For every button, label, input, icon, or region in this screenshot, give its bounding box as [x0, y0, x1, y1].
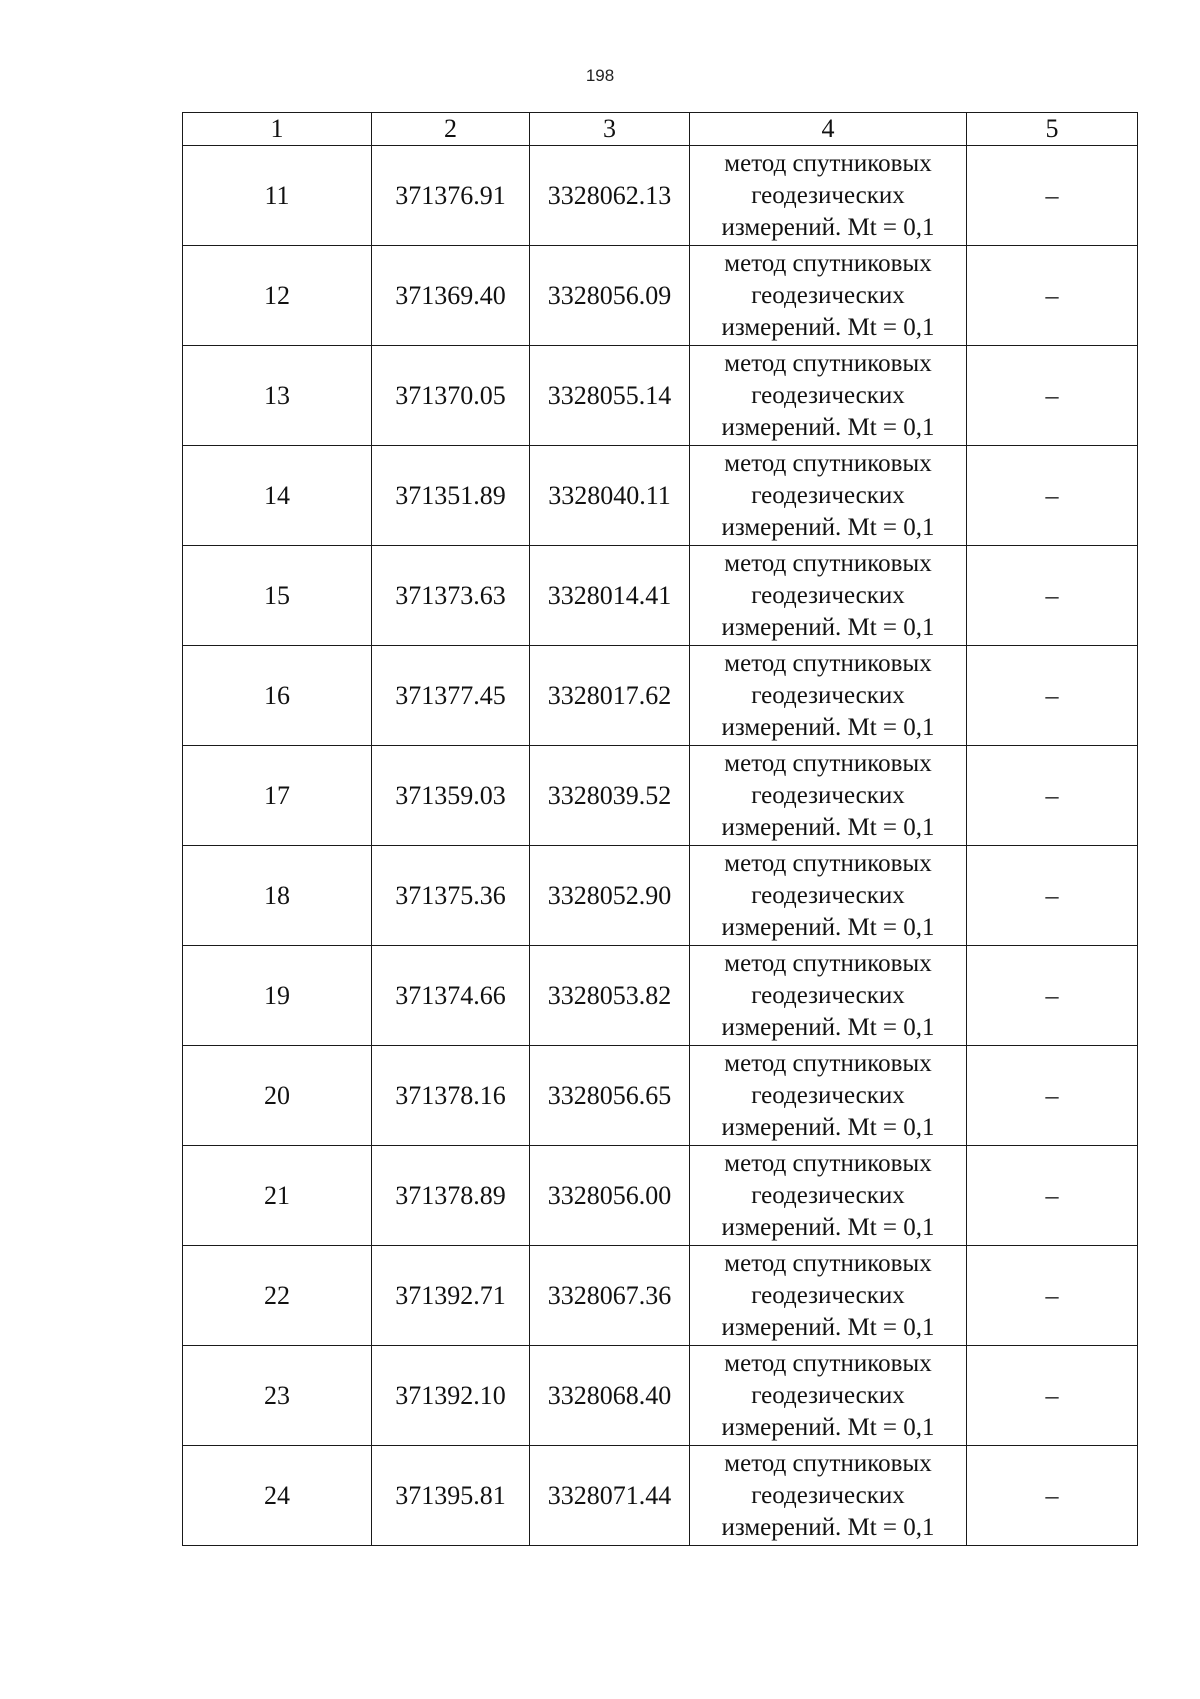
y-coordinate-cell: 3328067.36: [530, 1246, 690, 1346]
method-line: метод спутниковых: [724, 549, 932, 577]
method-cell: [690, 846, 967, 946]
method-cell: [690, 1046, 967, 1146]
note-dash: –: [1045, 880, 1059, 910]
table-row: [183, 546, 1138, 646]
method-line: геодезических: [751, 1381, 905, 1409]
point-number-cell: 20: [183, 1046, 372, 1146]
point-number-cell: 11: [183, 146, 372, 246]
method-line: геодезических: [751, 981, 905, 1009]
point-number-cell: 22: [183, 1246, 372, 1346]
method-cell: [690, 146, 967, 246]
column-header-5: 5: [967, 113, 1138, 146]
method-line: геодезических: [751, 1081, 905, 1109]
method-line: метод спутниковых: [724, 1149, 932, 1177]
coordinates-table: [182, 112, 1138, 1546]
method-line: геодезических: [751, 381, 905, 409]
y-coordinate-cell: 3328014.41: [530, 546, 690, 646]
method-line: метод спутниковых: [724, 249, 932, 277]
table-row: [183, 746, 1138, 846]
note-cell: [967, 446, 1138, 546]
note-dash: –: [1045, 1380, 1059, 1410]
point-number-cell: 23: [183, 1346, 372, 1446]
x-coordinate-cell: 371370.05: [372, 346, 530, 446]
note-dash: –: [1045, 180, 1059, 210]
table-row: [183, 1046, 1138, 1146]
point-number-cell: 16: [183, 646, 372, 746]
x-coordinate-cell: 371374.66: [372, 946, 530, 1046]
column-header-2: 2: [372, 113, 530, 146]
method-line: метод спутниковых: [724, 149, 932, 177]
table-row: [183, 446, 1138, 546]
point-number-cell: 12: [183, 246, 372, 346]
table-body: [183, 146, 1138, 1546]
method-line: измерений. Mt = 0,1: [721, 1513, 935, 1541]
table-row: [183, 1146, 1138, 1246]
table-row: [183, 246, 1138, 346]
y-coordinate-cell: 3328056.09: [530, 246, 690, 346]
method-cell: [690, 746, 967, 846]
point-number-cell: 21: [183, 1146, 372, 1246]
method-cell: [690, 446, 967, 546]
method-cell: [690, 1346, 967, 1446]
method-line: измерений. Mt = 0,1: [721, 813, 935, 841]
y-coordinate-cell: 3328056.00: [530, 1146, 690, 1246]
note-cell: [967, 1446, 1138, 1546]
method-line: геодезических: [751, 581, 905, 609]
method-line: метод спутниковых: [724, 1449, 932, 1477]
y-coordinate-cell: 3328039.52: [530, 746, 690, 846]
x-coordinate-cell: 371369.40: [372, 246, 530, 346]
point-number-cell: 15: [183, 546, 372, 646]
note-dash: –: [1045, 980, 1059, 1010]
table-row: [183, 946, 1138, 1046]
y-coordinate-cell: 3328017.62: [530, 646, 690, 746]
column-header-1: 1: [183, 113, 372, 146]
note-dash: –: [1045, 1180, 1059, 1210]
method-line: измерений. Mt = 0,1: [721, 313, 935, 341]
y-coordinate-cell: 3328062.13: [530, 146, 690, 246]
method-line: геодезических: [751, 1281, 905, 1309]
method-cell: [690, 946, 967, 1046]
method-line: метод спутниковых: [724, 349, 932, 377]
x-coordinate-cell: 371395.81: [372, 1446, 530, 1546]
method-cell: [690, 546, 967, 646]
note-cell: [967, 1146, 1138, 1246]
note-dash: –: [1045, 480, 1059, 510]
x-coordinate-cell: 371392.10: [372, 1346, 530, 1446]
note-cell: [967, 1046, 1138, 1146]
note-cell: [967, 746, 1138, 846]
x-coordinate-cell: 371373.63: [372, 546, 530, 646]
method-line: измерений. Mt = 0,1: [721, 1113, 935, 1141]
table-row: [183, 846, 1138, 946]
method-line: метод спутниковых: [724, 849, 932, 877]
method-cell: [690, 346, 967, 446]
y-coordinate-cell: 3328053.82: [530, 946, 690, 1046]
point-number-cell: 18: [183, 846, 372, 946]
method-line: геодезических: [751, 1481, 905, 1509]
y-coordinate-cell: 3328055.14: [530, 346, 690, 446]
method-line: геодезических: [751, 481, 905, 509]
method-line: метод спутниковых: [724, 449, 932, 477]
page-number: 198: [585, 66, 615, 85]
note-cell: [967, 1246, 1138, 1346]
x-coordinate-cell: 371376.91: [372, 146, 530, 246]
method-line: геодезических: [751, 781, 905, 809]
method-line: измерений. Mt = 0,1: [721, 413, 935, 441]
table-row: [183, 146, 1138, 246]
x-coordinate-cell: 371378.89: [372, 1146, 530, 1246]
table-row: [183, 346, 1138, 446]
note-dash: –: [1045, 1480, 1059, 1510]
method-cell: [690, 1146, 967, 1246]
point-number-cell: 14: [183, 446, 372, 546]
x-coordinate-cell: 371351.89: [372, 446, 530, 546]
y-coordinate-cell: 3328071.44: [530, 1446, 690, 1546]
x-coordinate-cell: 371392.71: [372, 1246, 530, 1346]
note-dash: –: [1045, 580, 1059, 610]
note-dash: –: [1045, 1280, 1059, 1310]
note-cell: [967, 246, 1138, 346]
point-number-cell: 24: [183, 1446, 372, 1546]
method-line: метод спутниковых: [724, 1249, 932, 1277]
method-line: измерений. Mt = 0,1: [721, 1213, 935, 1241]
y-coordinate-cell: 3328040.11: [530, 446, 690, 546]
note-cell: [967, 346, 1138, 446]
method-line: геодезических: [751, 181, 905, 209]
method-line: геодезических: [751, 1181, 905, 1209]
method-cell: [690, 1246, 967, 1346]
note-cell: [967, 546, 1138, 646]
method-line: метод спутниковых: [724, 1049, 932, 1077]
note-cell: [967, 946, 1138, 1046]
note-dash: –: [1045, 780, 1059, 810]
method-cell: [690, 646, 967, 746]
point-number-cell: 17: [183, 746, 372, 846]
method-cell: [690, 1446, 967, 1546]
note-dash: –: [1045, 280, 1059, 310]
method-line: метод спутниковых: [724, 1349, 932, 1377]
point-number-cell: 13: [183, 346, 372, 446]
method-line: измерений. Mt = 0,1: [721, 1313, 935, 1341]
method-cell: [690, 246, 967, 346]
table-row: [183, 1246, 1138, 1346]
x-coordinate-cell: 371375.36: [372, 846, 530, 946]
note-dash: –: [1045, 380, 1059, 410]
column-header-4: 4: [690, 113, 967, 146]
x-coordinate-cell: 371359.03: [372, 746, 530, 846]
note-dash: –: [1045, 680, 1059, 710]
method-line: геодезических: [751, 681, 905, 709]
y-coordinate-cell: 3328056.65: [530, 1046, 690, 1146]
y-coordinate-cell: 3328052.90: [530, 846, 690, 946]
note-cell: [967, 146, 1138, 246]
note-cell: [967, 1346, 1138, 1446]
method-line: измерений. Mt = 0,1: [721, 213, 935, 241]
column-header-3: 3: [530, 113, 690, 146]
note-cell: [967, 646, 1138, 746]
table-row: [183, 646, 1138, 746]
table-row: [183, 1346, 1138, 1446]
point-number-cell: 19: [183, 946, 372, 1046]
method-line: измерений. Mt = 0,1: [721, 1413, 935, 1441]
method-line: геодезических: [751, 281, 905, 309]
table-row: [183, 1446, 1138, 1546]
method-line: метод спутниковых: [724, 749, 932, 777]
method-line: измерений. Mt = 0,1: [721, 613, 935, 641]
note-cell: [967, 846, 1138, 946]
method-line: измерений. Mt = 0,1: [721, 513, 935, 541]
x-coordinate-cell: 371377.45: [372, 646, 530, 746]
method-line: геодезических: [751, 881, 905, 909]
method-line: метод спутниковых: [724, 649, 932, 677]
table-header-row: [183, 113, 1138, 146]
method-line: измерений. Mt = 0,1: [721, 1013, 935, 1041]
method-line: метод спутниковых: [724, 949, 932, 977]
note-dash: –: [1045, 1080, 1059, 1110]
method-line: измерений. Mt = 0,1: [721, 713, 935, 741]
y-coordinate-cell: 3328068.40: [530, 1346, 690, 1446]
method-line: измерений. Mt = 0,1: [721, 913, 935, 941]
x-coordinate-cell: 371378.16: [372, 1046, 530, 1146]
